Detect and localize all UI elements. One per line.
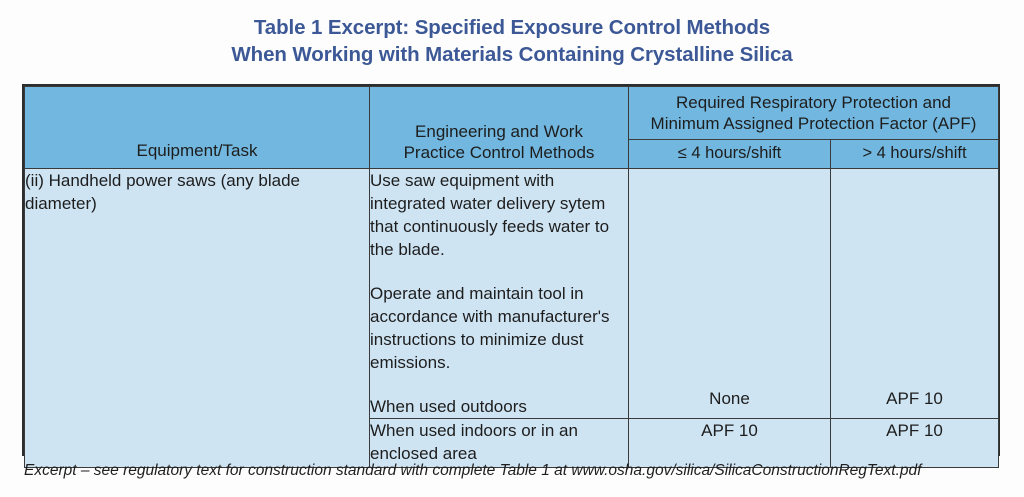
silica-exposure-control-table xyxy=(22,84,1000,463)
page-title xyxy=(0,14,1024,68)
cell-controls-outdoors xyxy=(370,169,629,419)
footer-note: Excerpt – see regulatory text for construction standard with complete Table 1 at www.osha.gov/silica/SilicaConstructionRegText.pdf xyxy=(24,462,922,479)
cell-indoors-gt-4-hours: APF 10 xyxy=(831,419,999,468)
cell-controls-indoors: When used indoors or in an enclosed area xyxy=(370,419,629,468)
header-engineering-line-2: Practice Control Methods xyxy=(403,143,595,162)
control-paragraph-when-used-outdoors: When used outdoors xyxy=(370,397,527,416)
cell-equipment-handheld-power-saws: (ii) Handheld power saws (any blade diameter) xyxy=(25,169,370,468)
cell-outdoors-gt-4-hours: APF 10 xyxy=(831,169,999,419)
header-le-4-hours-shift: ≤ 4 hours/shift xyxy=(629,140,831,169)
title-line-1: Table 1 Excerpt: Specified Exposure Control Methods xyxy=(253,16,771,39)
cell-indoors-le-4-hours: APF 10 xyxy=(629,419,831,468)
header-respiratory-line-2: Minimum Assigned Protection Factor (APF) xyxy=(650,114,977,133)
header-engineering-line-1: Engineering and Work xyxy=(415,122,583,141)
table-header-row-primary xyxy=(25,87,999,140)
header-engineering-controls xyxy=(370,87,629,169)
title-line-2: When Working with Materials Containing Crystalline Silica xyxy=(231,43,793,66)
table-row xyxy=(25,169,999,419)
control-paragraph-water-delivery: Use saw equipment with integrated water delivery sytem that continuously feeds water to the blade. xyxy=(370,171,610,259)
cell-outdoors-le-4-hours: None xyxy=(629,169,831,419)
header-respiratory-protection xyxy=(629,87,999,140)
header-gt-4-hours-shift: > 4 hours/shift xyxy=(831,140,999,169)
header-equipment-task: Equipment/Task xyxy=(25,87,370,169)
header-respiratory-line-1: Required Respiratory Protection and xyxy=(676,93,951,112)
control-paragraph-operate-maintain: Operate and maintain tool in accordance with manufacturer's instructions to minimize dust emissions. xyxy=(370,284,610,372)
